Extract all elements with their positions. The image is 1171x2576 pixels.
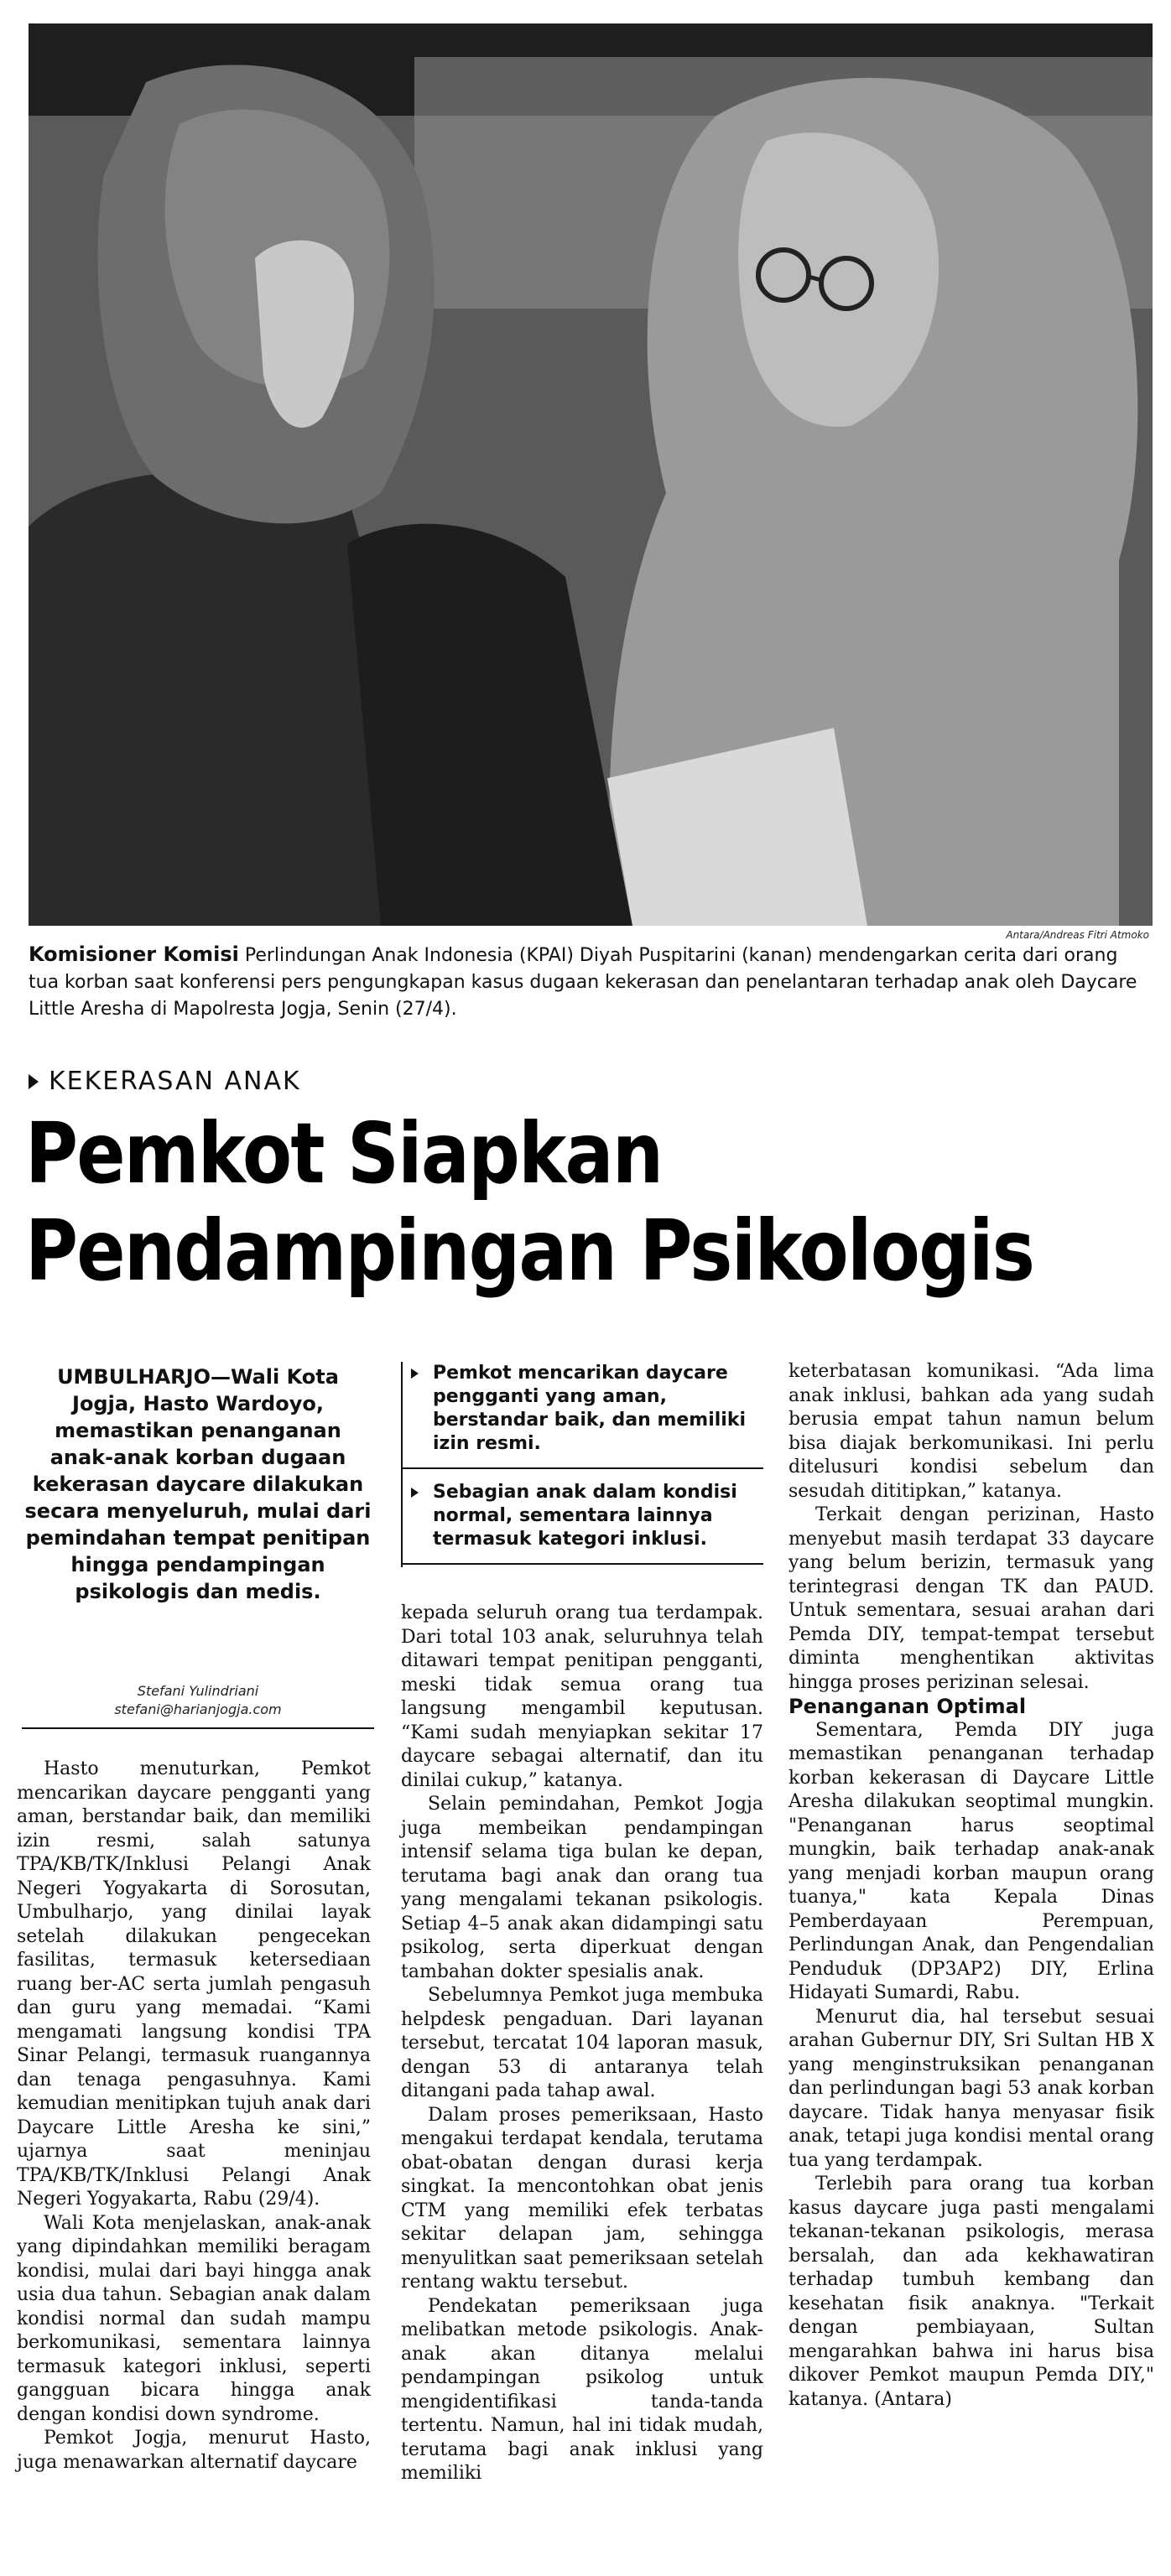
summary-item <box>401 1362 763 1467</box>
byline <box>22 1682 374 1719</box>
col3-paragraph: Menurut dia, hal tersebut sesuai arahan Gubernur DIY, Sri Sultan HB X yang menginstruksikan penanganan dan perlindungan bagi 53 anak korban daycare. Tidak hanya menyasar fisik anak, tetapi juga kondisi mental orang tua yang terdampak. <box>788 2006 1154 2171</box>
caption-lead: Komisioner Komisi <box>29 943 239 966</box>
byline-rule <box>22 1727 374 1729</box>
col2-paragraph: kepada seluruh orang tua terdampak. Dari total 103 anak, seluruhnya telah ditawari tempat penitipan pengganti, meski tidak semua orang tua langsung mengambil keputusan. “Kami sudah menyiapkan sekitar 17 daycare sebagai alternatif, dan itu dinilai cukup,” katanya. <box>401 1602 763 1791</box>
section-subhead: Penanganan Optimal <box>788 1695 1027 1718</box>
kicker-arrow-icon <box>29 1074 39 1089</box>
photo-credit: Antara/Andreas Fitri Atmoko <box>1006 929 1149 941</box>
col1-paragraph: Wali Kota menjelaskan, anak-anak yang dipindahkan memiliki beragam kondisi, mulai dari bayi hingga anak usia dua tahun. Sebagian anak dalam kondisi normal dan sudah mampu berkomunikasi, sementara lainnya termasuk kategori inklusi, seperti gangguan bicara hingga anak dengan kondisi down syndrome. <box>17 2212 371 2425</box>
col1-paragraph: Hasto menuturkan, Pemkot mencarikan daycare pengganti yang aman, berstandar baik, dan memiliki izin resmi, salah satunya TPA/KB/TK/Inklusi Pelangi Anak Negeri Yogyakarta di Sorosutan, Umbulharjo, yang dinilai layak setelah dilakukan pengecekan fasilitas, termasuk ketersediaan ruang ber-AC serta jumlah pengasuh dan guru yang memadai. “Kami mengamati langsung kondisi TPA Sinar Pelangi, termasuk ruangannya dan tenaga pengasuhnya. Kami kemudian menitipkan tujuh anak dari Daycare Little Aresha ke sini,” ujarnya saat meninjau TPA/KB/TK/Inklusi Pelangi Anak Negeri Yogyakarta, Rabu (29/4). <box>17 1758 371 2210</box>
byline-email: stefani@harianjogja.com <box>114 1701 282 1717</box>
article-column-3 <box>788 1360 1154 2412</box>
summary-divider <box>401 1563 763 1565</box>
summary-bullet-icon <box>411 1368 419 1379</box>
col3-paragraph: keterbatasan komunikasi. “Ada lima anak inklusi, bahkan ada yang sudah berusia empat tahun namun belum bisa diajak berkomunikasi. Ini perlu ditelusuri kondisi sebelum dan sesudah dititipkan,” katanya. <box>788 1361 1154 1502</box>
news-photo <box>29 23 1153 926</box>
col2-paragraph: Dalam proses pemeriksaan, Hasto mengakui terdapat kendala, terutama obat-obatan dengan durasi kerja singkat. Ia mencontohkan obat jenis CTM yang memiliki efek terbatas sekitar delapan jam, sehingga menyulitkan saat pemeriksaan setelah rentang waktu tersebut. <box>401 2104 763 2293</box>
col3-paragraph: Terlebih para orang tua korban kasus daycare juga pasti mengalami tekanan-tekanan psikologis, merasa bersalah, dan ada kekhawatiran terhadap tumbuh kembang dan kesehatan fisik anaknya. "Terkait dengan pembiayaan, Sultan mengarahkan bahwa ini harus bisa dikover Pemkot maupun Pemda DIY," katanya. (Antara) <box>788 2174 1154 2410</box>
headline-line-2: Pendampingan Psikologis <box>25 1202 1034 1300</box>
summary-divider <box>401 1467 763 1469</box>
article-column-2 <box>401 1602 763 2486</box>
summary-item-text: Pemkot mencarikan daycare pengganti yang aman, berstandar baik, dan memiliki izin resmi. <box>433 1363 747 1454</box>
caption-text: Perlindungan Anak Indonesia (KPAI) Diyah Puspitarini (kanan) mendengarkan cerita dari orang tua korban saat konferensi pers pengungkapan kasus dugaan kekerasan dan penelantaran terhadap anak oleh Daycare Little Aresha di Mapolresta Jogja, Senin (27/4). <box>29 945 1137 1020</box>
col3-paragraph: Sementara, Pemda DIY juga memastikan penanganan terhadap korban kekerasan di Daycare Little Aresha dilakukan seoptimal mungkin. "Penanganan harus seoptimal mungkin, baik terhadap anak-anak yang menjadi korban maupun orang tuanya," kata Kepala Dinas Pemberdayaan Perempuan, Perlindungan Anak, dan Pengendalian Penduduk (DP3AP2) DIY, Erlina Hidayati Sumardi, Rabu. <box>788 1719 1154 2003</box>
headline-line-1: Pemkot Siapkan <box>25 1104 663 1202</box>
col2-paragraph: Sebelumnya Pemkot juga membuka helpdesk pengaduan. Dari layanan tersebut, tercatat 104 laporan masuk, dengan 53 di antaranya telah ditangani pada tahap awal. <box>401 1985 763 2101</box>
article-column-1 <box>17 1758 371 2475</box>
summary-item <box>401 1481 763 1563</box>
col3-paragraph: Terkait dengan perizinan, Hasto menyebut masih terdapat 33 daycare yang belum berizin, termasuk yang terintegrasi dengan TK dan PAUD. Untuk sementara, sesuai arahan dari Pemda DIY, tempat-tempat tersebut diminta menghentikan aktivitas hingga proses perizinan selesai. <box>788 1504 1154 1693</box>
headline <box>25 1104 1034 1300</box>
section-kicker <box>29 1067 301 1096</box>
summary-box <box>401 1362 763 1576</box>
byline-name: Stefani Yulindriani <box>137 1683 259 1699</box>
summary-bullet-icon <box>411 1488 419 1498</box>
kicker-label: KEKERASAN ANAK <box>49 1067 301 1096</box>
summary-item-text: Sebagian anak dalam kondisi normal, sementara lainnya termasuk kategori inklusi. <box>433 1482 737 1550</box>
photo-caption <box>29 941 1153 1023</box>
photo-illustration <box>29 23 1153 926</box>
col1-paragraph: Pemkot Jogja, menurut Hasto, juga menawarkan alternatif daycare <box>17 2428 371 2473</box>
col2-paragraph: Selain pemindahan, Pemkot Jogja juga membeikan pendampingan intensif selama tiga bulan ke depan, terutama bagi anak dan orang tua yang mengalami tekanan psikologis. Setiap 4–5 anak akan didampingi satu psikolog, serta diperkuat dengan tambahan dokter spesialis anak. <box>401 1794 763 1982</box>
article-lede: UMBULHARJO—Wali Kota Jogja, Hasto Wardoyo, memastikan penanganan anak-anak korban dugaan kekerasan daycare dilakukan secara menyeluruh, mulai dari pemindahan tempat penitipan hingga pendampingan psikologis dan medis. <box>24 1365 372 1603</box>
col2-paragraph: Pendekatan pemeriksaan juga melibatkan metode psikologis. Anak-anak akan ditanya melalui pendampingan psikolog untuk mengidentifikasi tanda-tanda tertentu. Namun, hal ini tidak mudah, terutama bagi anak inklusi yang memiliki <box>401 2295 763 2484</box>
